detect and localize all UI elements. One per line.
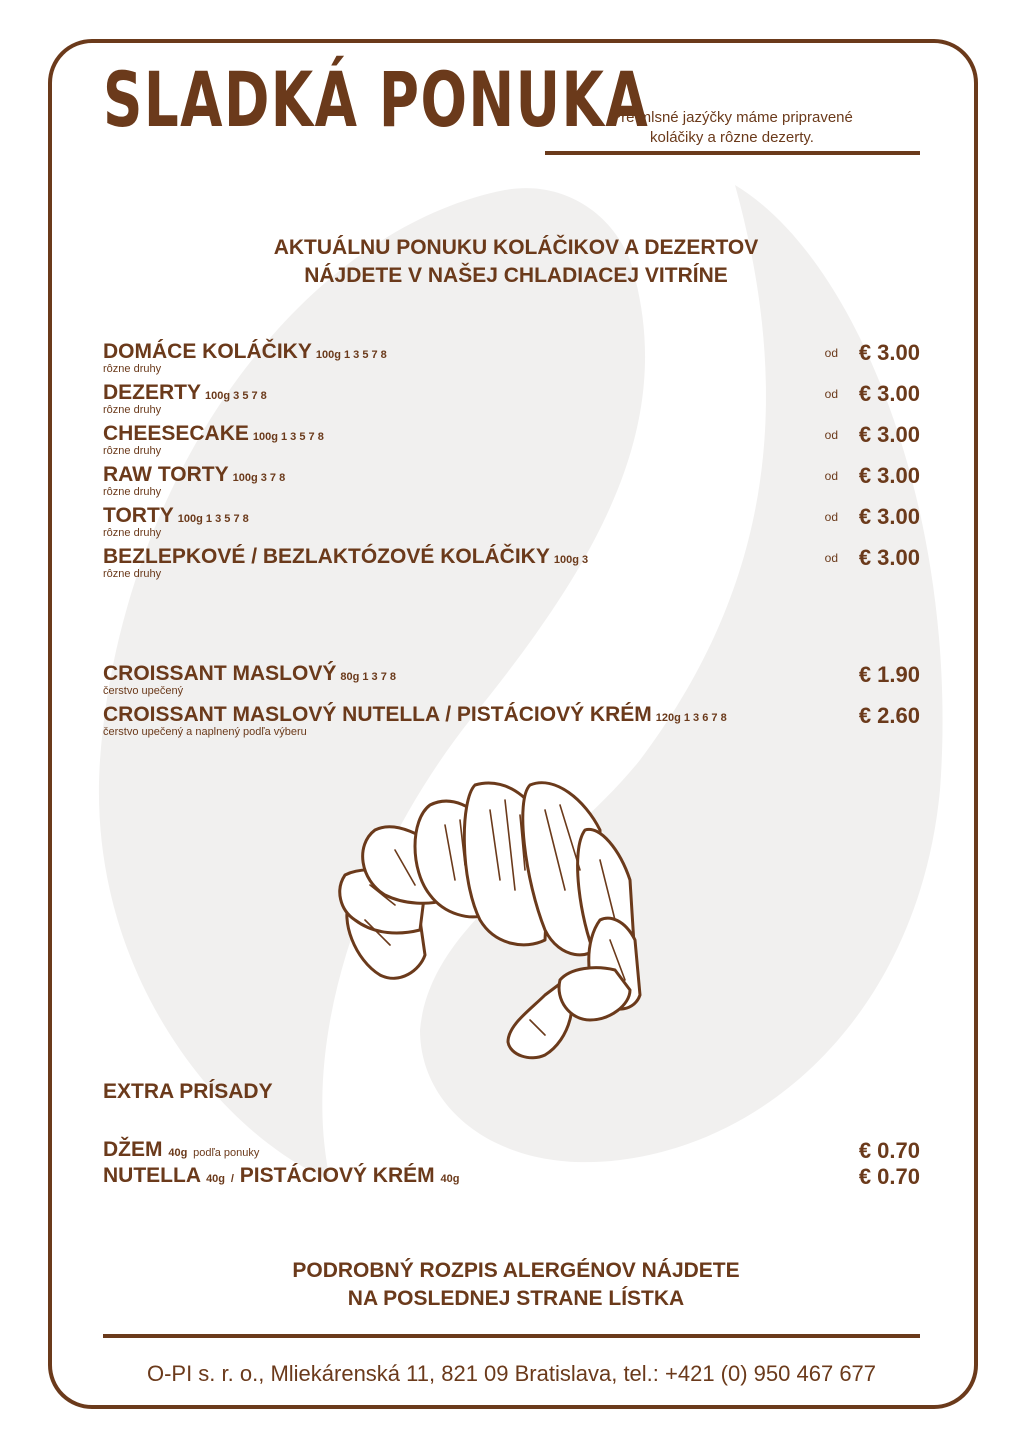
extras-heading: EXTRA PRÍSADY [103, 1080, 273, 1103]
menu-item-torty [103, 504, 920, 544]
extra-price: € 0.70 [858, 1164, 920, 1189]
item-price: € 1.90 [858, 662, 920, 687]
item-description: čerstvo upečený a naplnený podľa výberu [103, 726, 307, 738]
item-spec: 100g 1 3 5 7 8 [315, 349, 387, 361]
tagline [560, 108, 904, 148]
item-description: rôzne druhy [103, 404, 162, 416]
item-od-label: od [824, 387, 838, 401]
tagline-line-2: koláčiky a rôzne dezerty. [650, 129, 814, 146]
item-od-label: od [824, 551, 838, 565]
item-name: DEZERTY [103, 381, 202, 404]
item-od-label: od [824, 469, 838, 483]
extra-name: NUTELLA [103, 1164, 201, 1187]
extra-item-nutella [103, 1164, 920, 1190]
extra-name-2: PISTÁCIOVÝ KRÉM [239, 1164, 435, 1187]
item-price: € 3.00 [858, 463, 920, 488]
item-name: CHEESECAKE [103, 422, 249, 445]
allergen-notice [200, 1257, 832, 1313]
allergen-line-1: PODROBNÝ ROZPIS ALERGÉNOV NÁJDETE [292, 1259, 740, 1282]
footer-address: O-PI s. r. o., Mliekárenská 11, 821 09 Bratislava, tel.: +421 (0) 950 467 677 [146, 1361, 877, 1386]
extra-note: podľa ponuky [193, 1147, 260, 1159]
item-spec: 100g 3 5 7 8 [205, 390, 267, 402]
menu-item-croissant-nutella [103, 703, 920, 743]
item-description: rôzne druhy [103, 486, 162, 498]
allergen-line-2: NA POSLEDNEJ STRANE LÍSTKA [347, 1287, 685, 1310]
extra-weight-2: 40g [440, 1173, 460, 1185]
item-name: BEZLEPKOVÉ / BEZLAKTÓZOVÉ KOLÁČIKY [103, 545, 550, 568]
tagline-line-1: Pre mlsné jazýčky máme pripravené [611, 109, 853, 126]
item-name: CROISSANT MASLOVÝ NUTELLA / PISTÁCIOVÝ KRÉM [103, 703, 652, 726]
item-price: € 3.00 [858, 422, 920, 447]
notice-line-1: AKTUÁLNU PONUKU KOLÁČIKOV A DEZERTOV [273, 236, 759, 259]
item-description: rôzne druhy [103, 527, 162, 539]
extra-price: € 0.70 [858, 1138, 920, 1163]
item-description: rôzne druhy [103, 363, 162, 375]
item-price: € 3.00 [858, 381, 920, 406]
item-name: DOMÁCE KOLÁČIKY [103, 340, 312, 363]
extra-item-dzem [103, 1138, 920, 1164]
menu-item-domace-kolaciky [103, 340, 920, 380]
item-od-label: od [824, 346, 838, 360]
extra-weight: 40g [206, 1173, 226, 1185]
item-name: CROISSANT MASLOVÝ [103, 662, 337, 685]
extra-weight: 40g [168, 1147, 188, 1159]
item-spec: 120g 1 3 6 7 8 [655, 712, 727, 724]
footer-divider [103, 1334, 920, 1338]
extra-separator: / [230, 1173, 234, 1185]
tagline-divider [545, 151, 920, 155]
item-spec: 100g 1 3 5 7 8 [177, 513, 249, 525]
item-name: TORTY [103, 504, 174, 527]
menu-item-raw-torty [103, 463, 920, 503]
page-title: SLADKÁ PONUKA [103, 55, 650, 144]
item-description: čerstvo upečený [103, 685, 184, 697]
item-name: RAW TORTY [103, 463, 229, 486]
menu-item-cheesecake [103, 422, 920, 462]
menu-item-croissant-maslovy [103, 662, 920, 702]
item-spec: 100g 1 3 5 7 8 [252, 431, 324, 443]
notice-line-2: NÁJDETE V NAŠEJ CHLADIACEJ VITRÍNE [304, 264, 728, 287]
item-od-label: od [824, 510, 838, 524]
item-description: rôzne druhy [103, 568, 162, 580]
item-price: € 3.00 [858, 504, 920, 529]
item-description: rôzne druhy [103, 445, 162, 457]
menu-item-dezerty [103, 381, 920, 421]
item-spec: 100g 3 7 8 [232, 472, 286, 484]
vitrine-notice [200, 234, 832, 290]
item-spec: 100g 3 [553, 554, 589, 566]
item-price: € 3.00 [858, 340, 920, 365]
item-spec: 80g 1 3 7 8 [340, 671, 397, 683]
item-price: € 2.60 [858, 703, 920, 728]
item-od-label: od [824, 428, 838, 442]
item-price: € 3.00 [858, 545, 920, 570]
croissant-icon [330, 770, 660, 1070]
menu-item-bezlepkove-kolaciky [103, 545, 920, 585]
extra-name: DŽEM [103, 1138, 163, 1161]
